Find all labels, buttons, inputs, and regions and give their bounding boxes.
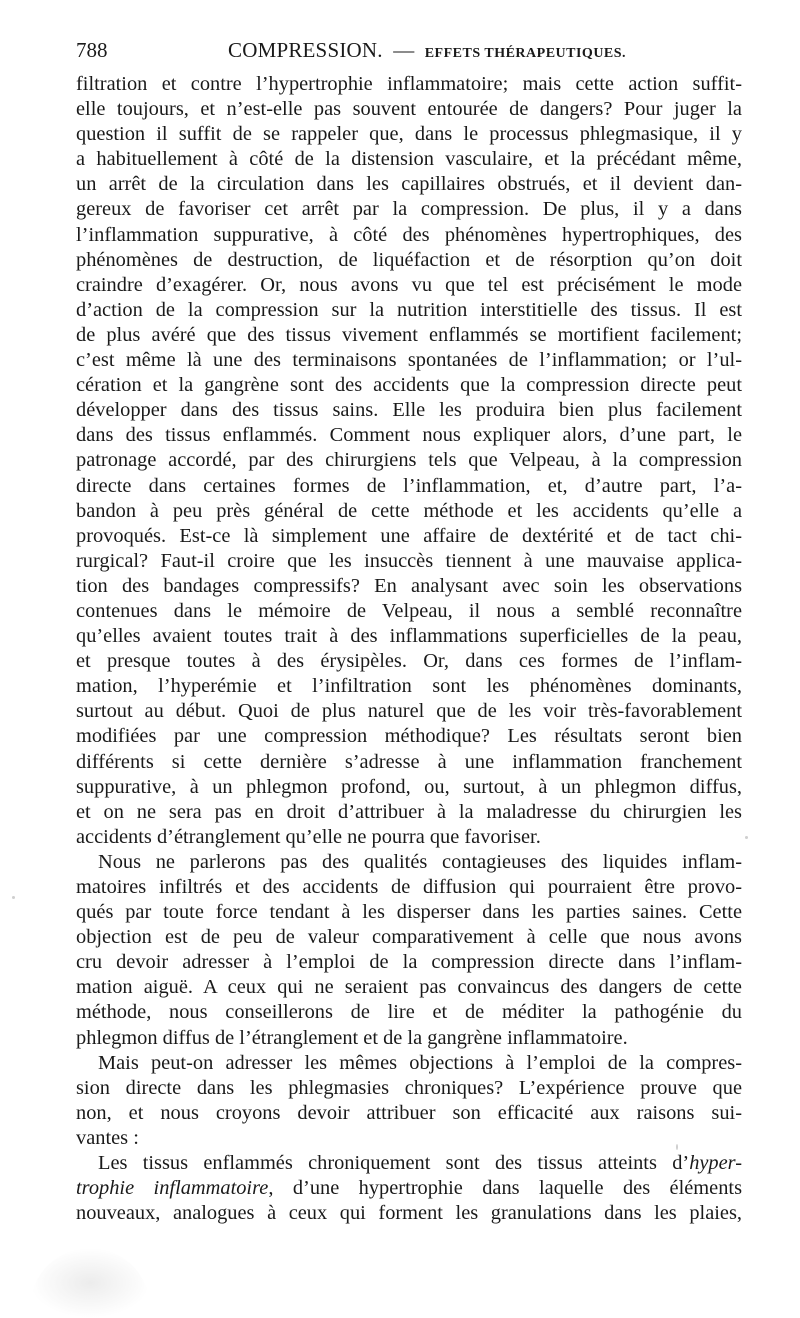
text-line: et presque toutes à des érysipèles. Or, dans ces formes de l’inflam- — [76, 650, 742, 673]
text-line: c’est même là une des terminaisons spontanées de l’inflammation; or l’ul- — [76, 349, 742, 372]
text-line: de plus avéré que des tissus vivement enflammés se mortifient facilement; — [76, 323, 742, 346]
text-line: phénomènes de destruction, de liquéfaction et de résorption qu’on doit — [76, 248, 742, 271]
running-title — [228, 38, 626, 63]
text-run: , d’une hypertrophie dans laquelle des éléments — [268, 1177, 742, 1200]
running-title-separator: — — [393, 38, 415, 62]
text-line: mation aiguë. A ceux qui ne seraient pas convaincus des dangers de cette — [76, 976, 742, 999]
text-line: mation, l’hyperémie et l’infiltration sont les phénomènes dominants, — [76, 675, 742, 698]
text-line: qu’elles avaient toutes trait à des inflammations superficielles de la peau, — [76, 625, 742, 648]
text-line: un arrêt de la circulation dans les capillaires obstrués, et il devient dan- — [76, 173, 742, 196]
text-line: gereux de favoriser cet arrêt par la compression. De plus, il y a dans — [76, 198, 742, 221]
body-text — [76, 72, 742, 1226]
paper-stain — [30, 1248, 150, 1318]
text-line-paragraph-end: phlegmon diffus de l’étranglement et de la gangrène inflammatoire. — [76, 1026, 628, 1049]
running-title-sub: EFFETS THÉRAPEUTIQUES. — [424, 46, 627, 61]
text-line-paragraph-start: Nous ne parlerons pas des qualités contagieuses des liquides inflam- — [98, 850, 742, 873]
text-line: filtration et contre l’hypertrophie inflammatoire; mais cette action suffit- — [76, 73, 742, 95]
italic-run: hyper- — [689, 1152, 742, 1175]
text-line: sion directe dans les phlegmasies chroniques? L’expérience prouve que — [76, 1076, 742, 1099]
paper-speck — [12, 896, 15, 899]
text-line: modifiées par une compression méthodique? Les résultats seront bien — [76, 725, 742, 748]
text-line: non, et nous croyons devoir attribuer son efficacité aux raisons sui- — [76, 1101, 742, 1124]
running-title-main: COMPRESSION. — [228, 38, 383, 62]
text-line: nouveaux, analogues à ceux qui forment les granulations dans les plaies, — [76, 1202, 742, 1225]
text-line: provoqués. Est-ce là simplement une affaire de dextérité et de tact chi- — [76, 524, 742, 547]
text-line: craindre d’exagérer. Or, nous avons vu que tel est précisément le mode — [76, 273, 742, 296]
text-line: et on ne sera pas en droit d’attribuer à la maladresse du chirurgien les — [76, 800, 742, 823]
paper-speck — [676, 1144, 678, 1150]
text-line: directe dans certaines formes de l’inflammation, et, d’autre part, l’a- — [76, 474, 742, 497]
text-line: contenues dans le mémoire de Velpeau, il nous a semblé reconnaître — [76, 599, 742, 622]
text-line — [76, 1176, 742, 1201]
text-line: objection est de peu de valeur comparativement à celle que nous avons — [76, 926, 742, 949]
text-run: Les tissus enflammés chroniquement sont des tissus atteints d’ — [98, 1152, 690, 1175]
text-line: bandon à peu près général de cette méthode et les accidents qu’elle a — [76, 499, 742, 522]
text-line: tion des bandages compressifs? En analysant avec soin les observations — [76, 574, 742, 597]
text-line: suppurative, à un phlegmon profond, ou, surtout, à un phlegmon diffus, — [76, 775, 742, 798]
text-line: méthode, nous conseillerons de lire et de méditer la pathogénie du — [76, 1001, 742, 1024]
text-line: différents si cette dernière s’adresse à une inflammation franchement — [76, 750, 742, 773]
text-line: développer dans des tissus sains. Elle les produira bien plus facilement — [76, 399, 742, 422]
text-line: d’action de la compression sur la nutrition interstitielle des tissus. Il est — [76, 298, 742, 321]
text-line-paragraph-start — [76, 1151, 742, 1176]
text-line-paragraph-end: accidents d’étranglement qu’elle ne pourra que favoriser. — [76, 825, 541, 848]
text-line-paragraph-start: Mais peut-on adresser les mêmes objections à l’emploi de la compres- — [98, 1051, 742, 1074]
text-line-paragraph-end: vantes : — [76, 1126, 139, 1149]
text-line: dans des tissus enflammés. Comment nous expliquer alors, d’une part, le — [76, 424, 742, 447]
text-line: patronage accordé, par des chirurgiens tels que Velpeau, à la compression — [76, 449, 742, 472]
text-line: question il suffit de se rappeler que, dans le processus phlegmasique, il y — [76, 123, 742, 146]
paper-speck — [745, 836, 748, 839]
text-line: elle toujours, et n’est-elle pas souvent entourée de dangers? Pour juger la — [76, 98, 742, 121]
text-line: cération et la gangrène sont des accidents que la compression directe peut — [76, 374, 742, 397]
page-number: 788 — [76, 38, 108, 62]
text-line: matoires infiltrés et des accidents de diffusion qui pourraient être provo- — [76, 876, 742, 898]
text-line: a habituellement à côté de la distension vasculaire, et la précédant même, — [76, 148, 742, 171]
text-line: l’inflammation suppurative, à côté des phénomènes hypertrophiques, des — [76, 223, 742, 246]
italic-run: trophie inflammatoire — [76, 1177, 269, 1200]
text-line: qués par toute force tendant à les disperser dans les parties saines. Cette — [76, 901, 742, 924]
text-line: cru devoir adresser à l’emploi de la compression directe dans l’inflam- — [76, 951, 742, 974]
text-line: surtout au début. Quoi de plus naturel que de les voir très-favorablement — [76, 700, 742, 723]
text-line: rurgical? Faut-il croire que les insuccès tiennent à une mauvaise applica- — [76, 549, 742, 572]
running-header — [76, 38, 740, 68]
